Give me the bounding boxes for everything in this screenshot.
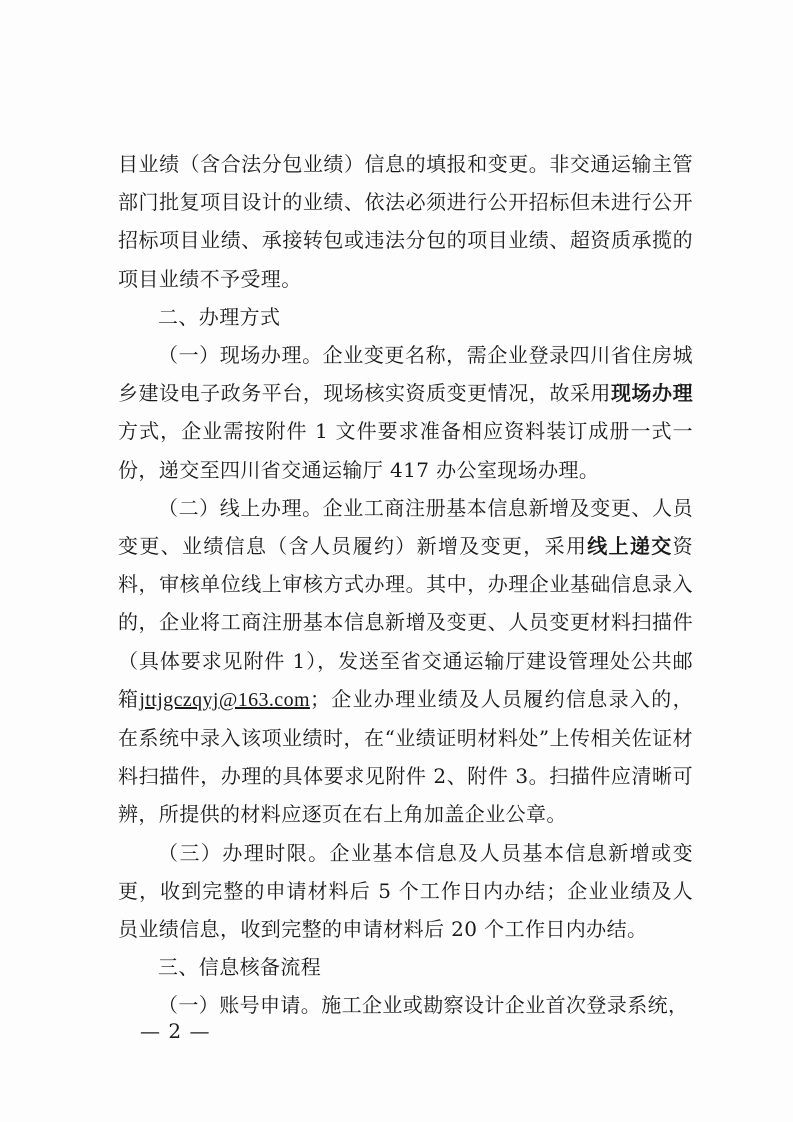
heading-verification-process: 三、信息核备流程: [158, 955, 322, 980]
onsite-text-before: （一）现场办理。企业变更名称，需企业登录四川省住房城乡建设电子政务平台，现场核实资质变更情况，故采用: [118, 343, 693, 406]
onsite-bold-term: 现场办理: [610, 381, 693, 406]
onsite-text-after: 方式，企业需按附件 1 文件要求准备相应资料装订成册一式一份，递交至四川省交通运输厅 417 办公室现场办理。: [118, 419, 693, 482]
online-text-middle: 资料，审核单位线上审核方式办理。其中，办理企业基础信息录入的，企业将工商注册基本信息新增及变更、人员变更材料扫描件（具体要求见附件 1），发送至省交通运输厅建设管理处公共邮箱: [118, 534, 693, 711]
paragraph-onsite-handling: [118, 336, 693, 489]
paragraph-account-application: （一）账号申请。施工企业或勘察设计企业首次登录系统，: [158, 993, 689, 1018]
paragraph-time-limit: （三）办理时限。企业基本信息及人员基本信息新增或变更，收到完整的申请材料后 5 个工作日内办结；企业业绩及人员业绩信息，收到完整的申请材料后 20 个工作日内办结。: [118, 840, 693, 942]
paragraph-online-handling: [118, 489, 693, 834]
paragraph-project-performance: 目业绩（含合法分包业绩）信息的填报和变更。非交通运输主管部门批复项目设计的业绩、依法必须进行公开招标但未进行公开招标项目业绩、承接转包或违法分包的项目业绩、超资质承揽的项目业绩不予受理。: [118, 152, 693, 291]
heading-handling-methods: 二、办理方式: [158, 304, 281, 329]
online-text-before: （二）线上办理。企业工商注册基本信息新增及变更、人员变更、业绩信息（含人员履约）新增及变更，采用: [118, 495, 693, 559]
online-text-after: ；企业办理业绩及人员履约信息录入的，在系统中录入该项业绩时，在“业绩证明材料处”上传相关佐证材料扫描件，办理的具体要求见附件 2、附件 3。扫描件应清晰可辨，所提供的材料应逐页在右上角加盖企业公章。: [118, 686, 694, 827]
public-email-link[interactable]: jttjgczqyj@163.com: [139, 688, 310, 711]
online-bold-term: 线上递交: [587, 534, 673, 559]
page-number: — 2 —: [140, 1019, 211, 1043]
document-body: [118, 145, 693, 1025]
